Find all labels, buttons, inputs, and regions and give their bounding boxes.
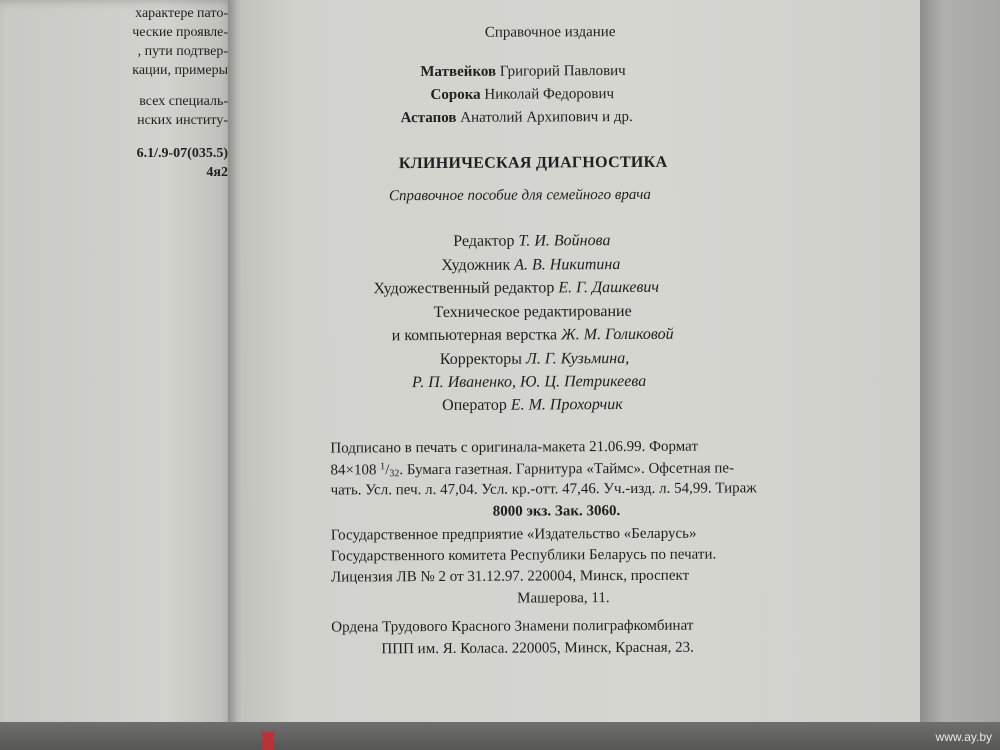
credit-label: Художественный редактор xyxy=(373,279,555,298)
author-2 xyxy=(430,86,614,104)
credit-layout xyxy=(392,326,674,345)
left-line: характере пато- xyxy=(135,6,228,21)
book-title: КЛИНИЧЕСКАЯ ДИАГНОСТИКА xyxy=(398,153,668,173)
edition-type: Справочное издание xyxy=(484,24,616,41)
credit-name: Л. Г. Кузьмина, xyxy=(525,349,630,368)
credit-name: Ж. М. Голиковой xyxy=(561,325,674,344)
publisher-line: Государственное предприятие «Издательство «Беларусь» xyxy=(330,525,697,544)
author-name: Николай Федорович xyxy=(484,86,615,103)
site-watermark: www.ay.by xyxy=(935,730,992,744)
format-fraction-num: 1 xyxy=(380,461,386,473)
left-line: нских институ- xyxy=(137,113,228,128)
left-udc-code: 6.1/.9-07(035.5) xyxy=(136,146,228,161)
right-page xyxy=(240,0,932,740)
left-page-text xyxy=(0,0,228,182)
printer-line: ППП им. Я. Коласа. 220005, Минск, Красная, 23. xyxy=(381,639,694,658)
left-line: всех специаль- xyxy=(139,94,228,109)
publisher-line: Государственного комитета Республики Беларусь по печати. xyxy=(330,546,717,565)
author-surname: Матвейков xyxy=(420,63,497,81)
credit-name: Е. М. Прохорчик xyxy=(510,396,623,414)
author-name: Григорий Павлович xyxy=(499,62,626,80)
credit-art-editor xyxy=(373,279,659,298)
left-page xyxy=(0,0,236,735)
credit-operator xyxy=(442,396,623,415)
credit-tech-edit: Техническое редактирование xyxy=(433,302,632,321)
print-info-text: . Бумага газетная. Гарнитура «Таймс». Офсетная пе- xyxy=(399,460,735,479)
credit-name: Т. И. Войнова xyxy=(518,232,611,250)
credit-label: Оператор xyxy=(442,396,507,414)
left-bbk-code: 4я2 xyxy=(206,165,228,180)
credit-editor xyxy=(453,232,610,251)
left-line: ческие проявле- xyxy=(132,25,228,40)
credit-name: Е. Г. Дашкевич xyxy=(558,278,660,297)
credit-proofreaders xyxy=(440,350,629,369)
book-bottom-edge xyxy=(0,722,1000,750)
credit-label: Художник xyxy=(441,256,511,274)
publisher-line: Лицензия ЛВ № 2 от 31.12.97. 220004, Минск, проспект xyxy=(330,567,690,586)
bookmark-ribbon xyxy=(262,732,274,750)
book-subtitle: Справочное пособие для семейного врача xyxy=(388,186,651,205)
printer-line: Ордена Трудового Красного Знамени полиграфкомбинат xyxy=(331,617,694,636)
credit-label: Корректоры xyxy=(439,350,523,368)
format-size: 84×108 xyxy=(330,462,377,479)
format-fraction-den: 32 xyxy=(389,468,400,480)
credit-name: А. В. Никитина xyxy=(514,256,621,274)
author-surname: Сорока xyxy=(430,86,481,104)
print-info-line: 84×108 $^1/_{32}$. Бумага газетная. Гарнитура «Таймс». Офсетная пе- xyxy=(330,460,735,480)
print-info-line: Подписано в печать с оригинала-макета 21.06.99. Формат xyxy=(330,438,699,457)
print-info-line: чать. Усл. печ. л. 47,04. Усл. кр.-отт. 47,46. Уч.-изд. л. 54,99. Тираж xyxy=(330,480,757,499)
author-3 xyxy=(401,109,633,127)
author-name: Анатолий Архипович и др. xyxy=(460,108,633,126)
author-1 xyxy=(420,63,625,81)
credit-artist xyxy=(441,256,620,275)
credit-label: Редактор xyxy=(453,232,515,250)
print-run: 8000 экз. Зак. 3060. xyxy=(492,503,621,520)
credit-proofreaders-cont: Р. П. Иваненко, Ю. Ц. Петрикеева xyxy=(411,372,647,392)
left-line: , пути подтвер- xyxy=(137,44,228,59)
author-surname: Астапов xyxy=(400,109,457,127)
page-stack-edge xyxy=(920,0,1000,750)
publisher-line: Машерова, 11. xyxy=(517,590,610,607)
left-line: кации, примеры xyxy=(132,63,228,78)
credit-label: и компьютерная верстка xyxy=(391,326,558,345)
